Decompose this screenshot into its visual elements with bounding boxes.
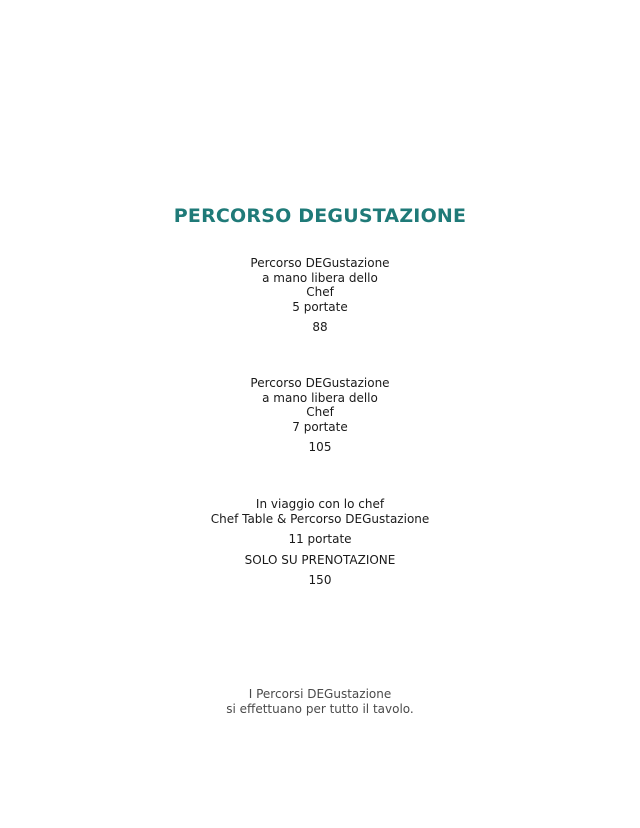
course-name-line: Percorso DEGustazione [250, 256, 390, 270]
footer-line-1: I Percorsi DEGustazione [248, 687, 392, 701]
course-name-line: a mano libera dello [262, 270, 378, 285]
course-portions: 11 portate [288, 532, 352, 546]
course-name-line: In viaggio con lo chef [255, 497, 385, 511]
course-price: 150 [308, 573, 332, 587]
reservation-note: SOLO SU PRENOTAZIONE [244, 552, 396, 567]
course-name-line: a mano libera dello [262, 390, 378, 405]
tasting-course-5 [0, 256, 640, 335]
course-price: 88 [312, 320, 328, 334]
course-name-line: Percorso DEGustazione [250, 376, 390, 390]
course-portions: 7 portate [292, 419, 348, 434]
course-name-line: Chef Table & Percorso DEGustazione [210, 511, 430, 526]
footer-line-2: si effettuano per tutto il tavolo. [226, 701, 414, 716]
tasting-course-chef-table [0, 497, 640, 588]
course-portions: 5 portate [292, 299, 348, 314]
footer-note [0, 687, 640, 716]
course-name-line: Chef [306, 285, 334, 299]
course-name-line: Chef [306, 405, 334, 419]
page-title: PERCORSO DEGUSTAZIONE [173, 205, 467, 227]
course-price: 105 [308, 440, 332, 454]
tasting-course-7 [0, 376, 640, 455]
